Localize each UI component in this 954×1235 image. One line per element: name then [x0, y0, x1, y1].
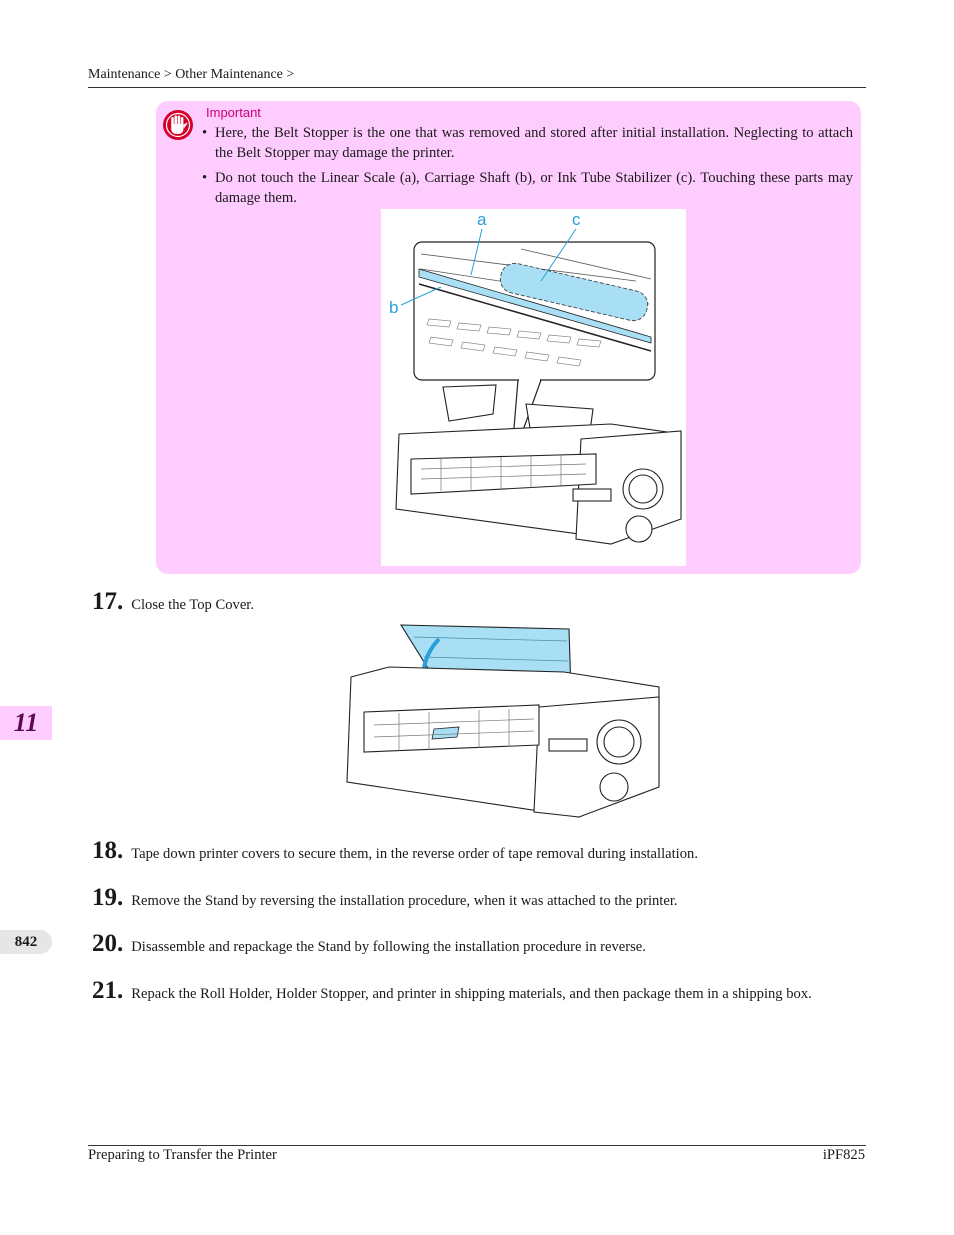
footer-rule	[88, 1145, 866, 1146]
step-number: 20.	[92, 930, 124, 957]
step-17	[92, 588, 254, 616]
step-text: Disassemble and repackage the Stand by following the installation procedure in reverse.	[131, 939, 646, 955]
step-18	[92, 837, 698, 865]
step-text: Repack the Roll Holder, Holder Stopper, and printer in shipping materials, and then package them in a shipping box.	[131, 986, 812, 1002]
step-text: Tape down printer covers to secure them, in the reverse order of tape removal during installation.	[131, 846, 698, 862]
important-notice	[156, 101, 861, 574]
step-number: 19.	[92, 884, 124, 911]
important-bullet: • Here, the Belt Stopper is the one that was removed and stored after initial installation. Neglecting to attach the Belt Stopper may damage the printer.	[202, 123, 853, 163]
step-20	[92, 930, 646, 958]
close-top-cover-illustration	[339, 617, 663, 822]
step-text: Close the Top Cover.	[131, 597, 254, 613]
chapter-tab: 11	[0, 706, 52, 740]
label-b: b	[389, 298, 399, 317]
footer-model-name: iPF825	[822, 1147, 865, 1163]
label-a: a	[477, 210, 487, 229]
carriage-parts-illustration	[381, 209, 686, 566]
step-text: Remove the Stand by reversing the installation procedure, when it was attached to the printer.	[131, 893, 678, 909]
important-list	[202, 123, 853, 213]
hand-stop-icon	[162, 109, 194, 141]
label-c: c	[572, 210, 581, 229]
breadcrumb: Maintenance > Other Maintenance >	[88, 67, 295, 82]
step-number: 18.	[92, 837, 124, 864]
step-19	[92, 884, 678, 912]
step-number: 21.	[92, 977, 124, 1004]
footer-section-title: Preparing to Transfer the Printer	[88, 1147, 277, 1163]
header-rule	[88, 87, 866, 88]
step-21	[92, 977, 812, 1005]
important-title: Important	[206, 105, 261, 120]
step-number: 17.	[92, 588, 124, 615]
page-number-tab: 842	[0, 930, 52, 954]
important-bullet: • Do not touch the Linear Scale (a), Carriage Shaft (b), or Ink Tube Stabilizer (c). Touching these parts may damage them.	[202, 168, 853, 208]
